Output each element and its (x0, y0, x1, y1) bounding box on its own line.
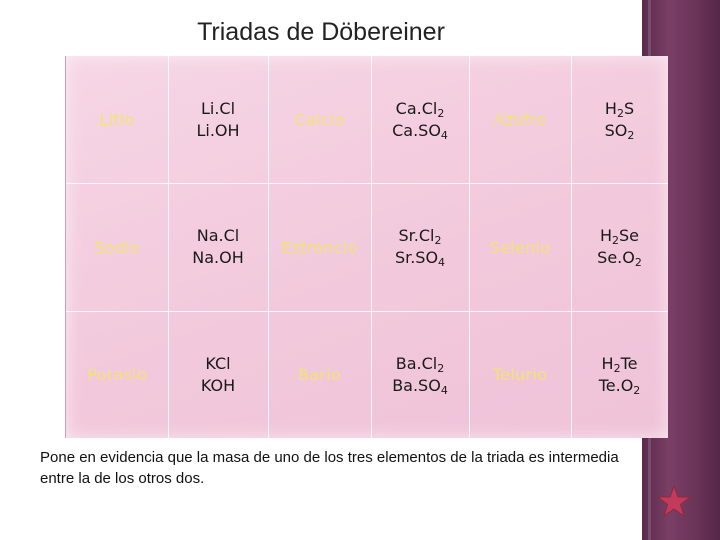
compound-cell (571, 311, 668, 438)
formula-part: Ba.Cl (395, 353, 438, 373)
formula-part: Na.OH (192, 248, 244, 267)
formula-part: KOH (200, 375, 236, 395)
triads-table (66, 56, 668, 438)
element-name: Calcio (294, 110, 345, 129)
element-name-cell (469, 183, 571, 311)
formula-part: H (599, 226, 613, 245)
compound-formula (197, 225, 239, 247)
compound-cell (168, 183, 268, 311)
element-name-cell (469, 311, 571, 438)
compound-cell (168, 311, 268, 438)
compound-formula (201, 98, 235, 120)
compound-formula (602, 353, 638, 375)
slide-title: Triadas de Döbereiner (197, 18, 445, 46)
formula-part: S (623, 98, 635, 118)
formula-subscript: 2 (627, 128, 635, 142)
element-name: Telurio (492, 365, 548, 384)
compound-cell (571, 183, 668, 311)
formula-part: Li.OH (196, 120, 240, 140)
compound-formula (192, 247, 243, 269)
formula-subscript: 4 (440, 383, 448, 397)
element-name: Sodio (94, 237, 140, 257)
formula-subscript: 2 (437, 106, 445, 120)
formula-subscript: 2 (634, 256, 642, 269)
compound-cell (168, 56, 268, 183)
element-name-cell (66, 183, 168, 311)
formula-subscript: 2 (437, 361, 445, 375)
compound-formula (605, 98, 634, 120)
element-name: Bario (297, 365, 342, 384)
compound-formula (599, 375, 641, 397)
element-name-cell (268, 56, 371, 183)
formula-part: H (604, 98, 617, 118)
formula-subscript: 2 (633, 383, 641, 397)
formula-subscript: 2 (434, 234, 442, 247)
element-name: Azufre (493, 110, 547, 129)
formula-part: Ca.Cl (395, 98, 438, 118)
compound-formula (201, 375, 235, 397)
compound-formula (396, 98, 445, 120)
formula-part: Te.O (598, 375, 634, 395)
element-name-cell (66, 56, 168, 183)
element-name: Litio (99, 110, 135, 129)
formula-subscript: 2 (612, 234, 620, 247)
compound-formula (392, 375, 448, 397)
formula-part: H (601, 353, 614, 373)
element-name: Potasio (87, 365, 147, 384)
compound-formula (597, 247, 642, 269)
element-name: Estroncio (281, 237, 358, 257)
element-name: Selenio (489, 237, 551, 257)
formula-subscript: 4 (438, 256, 446, 269)
compound-cell (571, 56, 668, 183)
formula-part: Se.O (597, 248, 635, 267)
compound-cell (371, 311, 469, 438)
compound-formula (392, 120, 448, 142)
compound-formula (399, 225, 442, 247)
formula-part: SO (604, 120, 628, 140)
formula-part: Te (620, 353, 638, 373)
formula-part: KCl (205, 353, 231, 373)
compound-formula (605, 120, 635, 142)
formula-subscript: 2 (616, 106, 624, 120)
compound-formula (196, 120, 239, 142)
compound-formula (205, 353, 230, 375)
formula-part: Sr.Cl (398, 226, 435, 245)
element-name-cell (268, 183, 371, 311)
formula-part: Na.Cl (196, 226, 240, 245)
formula-subscript: 4 (440, 128, 448, 142)
formula-part: Li.Cl (200, 98, 236, 118)
compound-formula (396, 353, 444, 375)
compound-formula (395, 247, 445, 269)
formula-subscript: 2 (613, 361, 621, 375)
formula-part: Sr.SO (394, 248, 439, 267)
compound-cell (371, 183, 469, 311)
formula-part: Ba.SO (392, 375, 441, 395)
element-name-cell (66, 311, 168, 438)
explanation-note: Pone en evidencia que la masa de uno de los tres elementos de la triada es intermedia entre la de los otros dos. (40, 449, 619, 487)
compound-cell (371, 56, 469, 183)
star-icon (657, 484, 691, 518)
element-name-cell (268, 311, 371, 438)
element-name-cell (469, 56, 571, 183)
formula-part: Ca.SO (392, 120, 441, 140)
formula-part: Se (619, 226, 640, 245)
compound-formula (600, 225, 639, 247)
